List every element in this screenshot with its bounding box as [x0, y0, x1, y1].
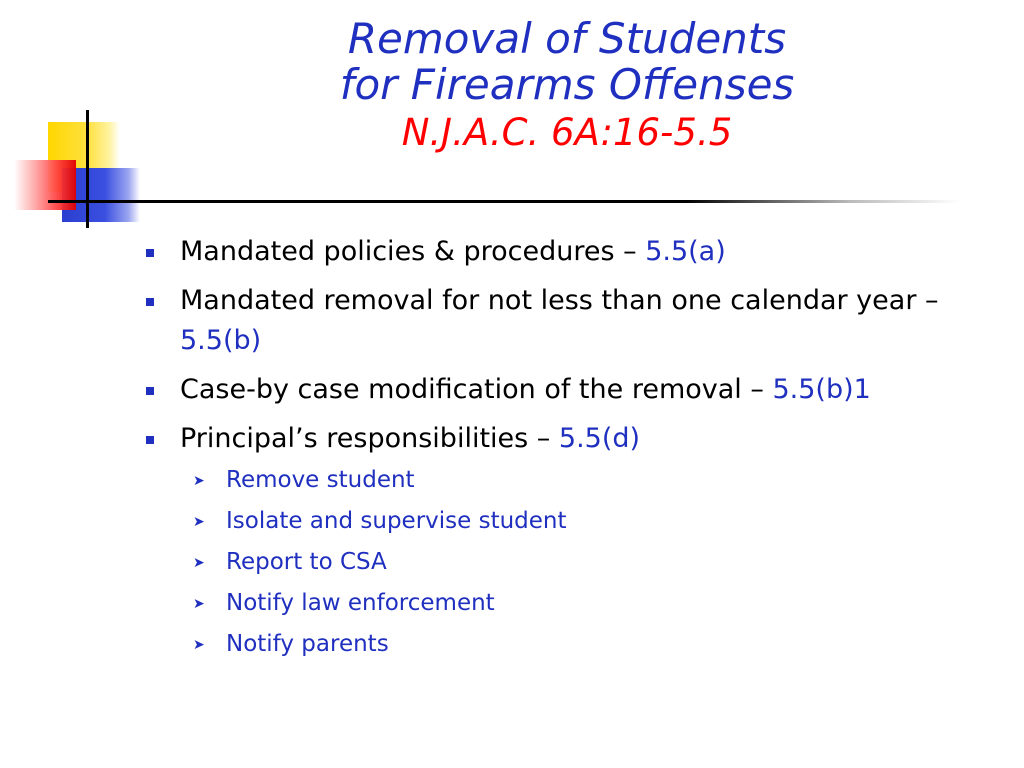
chevron-right-icon: ➤ — [193, 473, 205, 489]
item-text: Principal’s responsibilities – — [180, 423, 559, 454]
sub-list-item — [140, 547, 980, 577]
decorative-logo-icon — [0, 100, 150, 240]
chevron-right-icon: ➤ — [193, 637, 205, 653]
sub-list-item — [140, 465, 980, 495]
list-item — [140, 232, 980, 272]
list-item — [140, 370, 980, 410]
item-reference: 5.5(d) — [558, 423, 641, 454]
square-bullet-icon — [146, 387, 154, 395]
slide-title — [310, 16, 824, 158]
title-line-1: Removal of Students — [347, 14, 787, 63]
item-text: Mandated policies & procedures – — [180, 236, 646, 267]
sub-list-item — [140, 506, 980, 536]
chevron-right-icon: ➤ — [193, 514, 205, 530]
title-underline-rule — [48, 200, 960, 203]
sub-item-text: Notify law enforcement — [226, 590, 495, 616]
sub-item-text: Remove student — [226, 467, 415, 493]
list-item — [140, 281, 980, 361]
square-bullet-icon — [146, 436, 154, 444]
item-reference: 5.5(b) — [180, 325, 262, 356]
list-item — [140, 419, 980, 459]
sub-list-item — [140, 588, 980, 618]
sub-item-text: Report to CSA — [226, 549, 387, 575]
square-bullet-icon — [146, 249, 154, 257]
vertical-rule — [86, 110, 89, 228]
sub-item-text: Isolate and supervise student — [226, 508, 567, 534]
square-bullet-icon — [146, 298, 154, 306]
item-reference: 5.5(a) — [645, 236, 726, 267]
bullet-list — [140, 232, 980, 670]
item-reference: 5.5(b)1 — [772, 374, 871, 405]
chevron-right-icon: ➤ — [193, 596, 205, 612]
item-text: Case-by case modification of the removal – — [180, 374, 773, 405]
chevron-right-icon: ➤ — [193, 555, 205, 571]
title-reference: N.J.A.C. 6A:16-5.5 — [401, 111, 733, 154]
item-text: Mandated removal for not less than one calendar year – — [180, 285, 939, 316]
title-line-2: for Firearms Offenses — [339, 60, 795, 109]
sub-list-item — [140, 629, 980, 659]
sub-item-text: Notify parents — [226, 631, 389, 657]
